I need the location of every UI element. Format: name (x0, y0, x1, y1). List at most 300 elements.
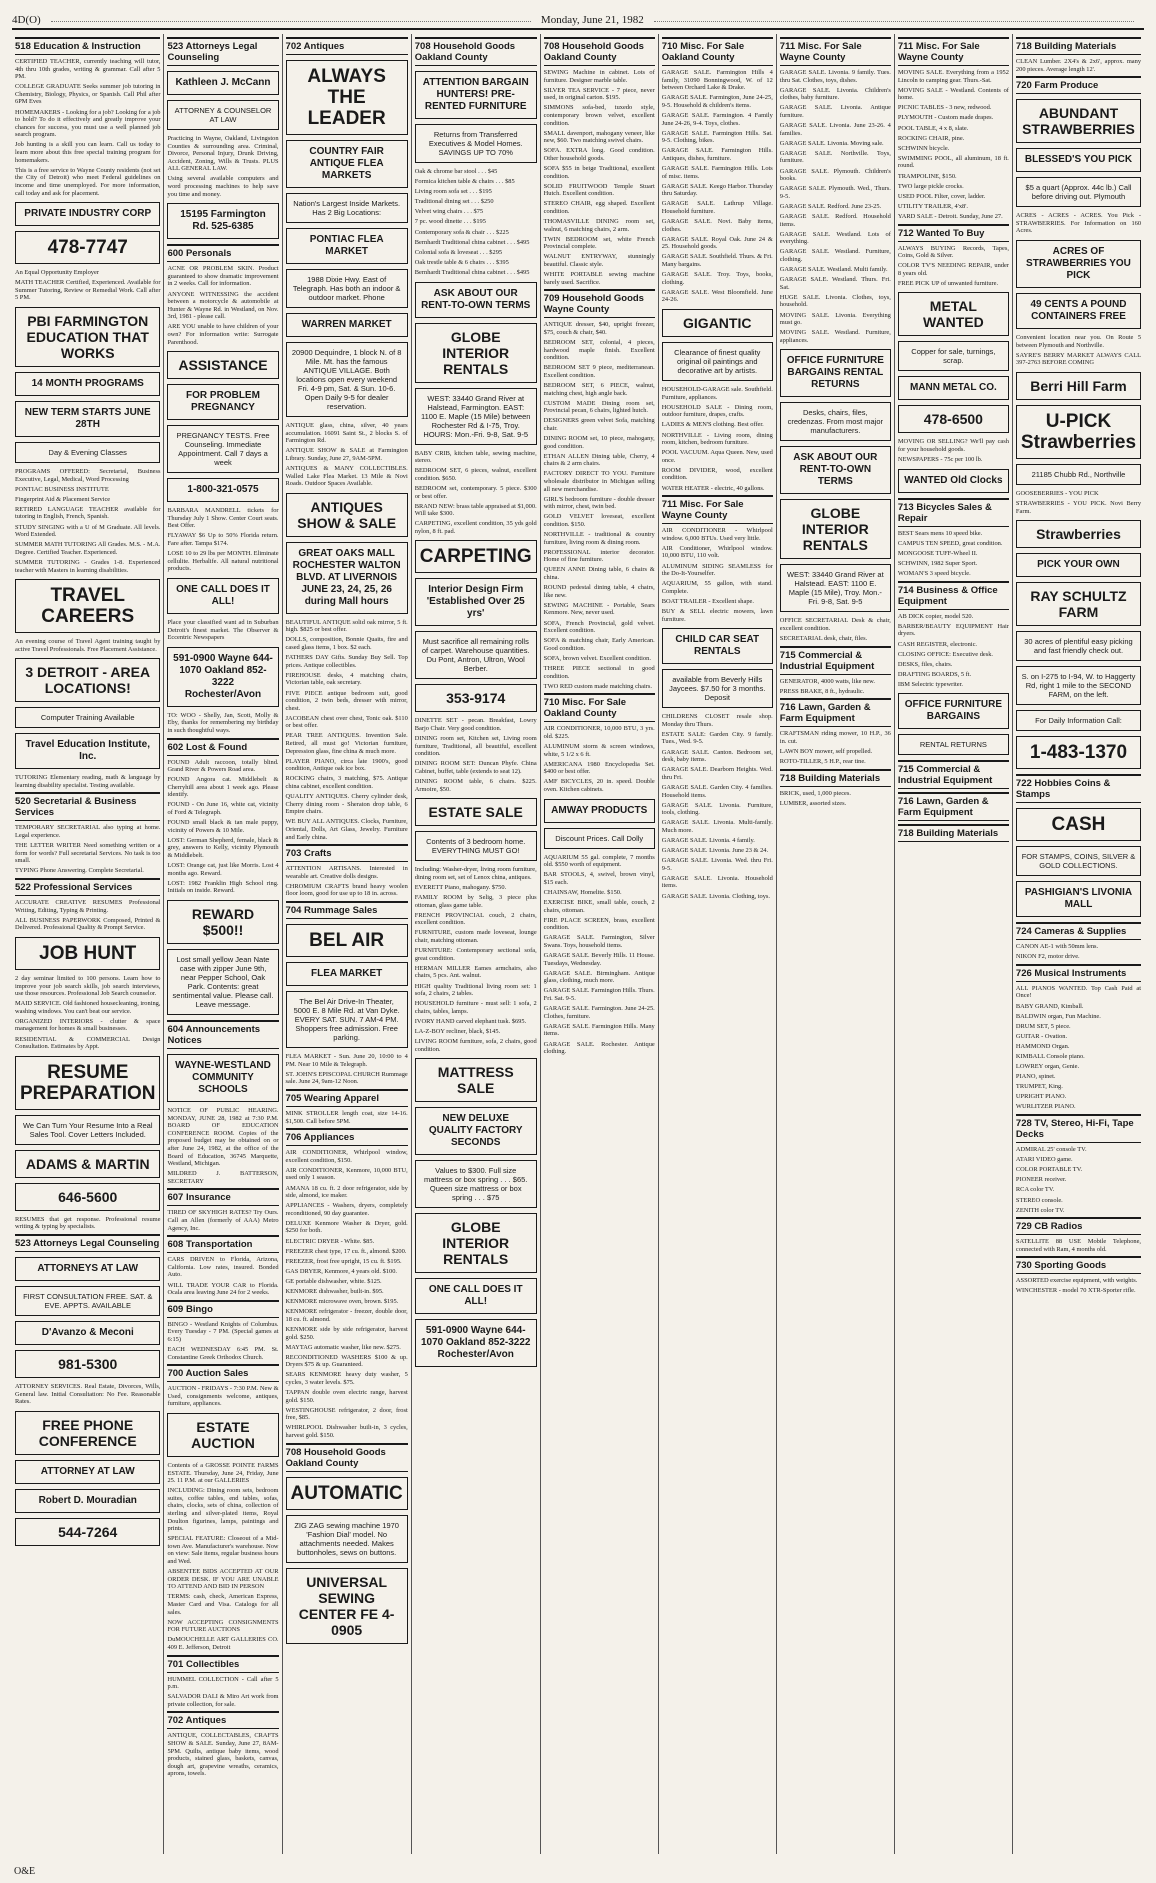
classified-ad: Living room sofa set . . . $195 (414, 188, 492, 196)
classified-ad: GARAGE SALE. Livonia. Multi-family. Much more. (661, 819, 773, 834)
classified-ad: GARAGE SALE. Beverly Hills. 11 House. Tuesdays, Wednesday. (543, 952, 655, 967)
display-ad: PRIVATE INDUSTRY CORP (15, 202, 160, 226)
classified-ad: GARAGE SALE. Farmington Hills. Many items. (543, 1022, 655, 1038)
classified-ad: GARAGE SALE. Rochester. Antique clothing. (543, 1040, 655, 1056)
classified-ad: RECONDITIONED WASHERS $100 & up. Dryers $75 & up. Guaranteed. (285, 1353, 408, 1369)
classified-ad: FOUND - On June 16, white cat, vicinity of Ford & Telegraph. (167, 801, 279, 817)
classified-ad: INCLUDING: Dining room sets, bedroom suites, coffee tables, end tables, sofas, chairs, clocks, sets of china, collection of sterling and silver-plated items, Royal Doulton figurines, lamps, paintings and prints. (167, 1487, 279, 1533)
section-header: 711 Misc. For Sale Wayne County (780, 37, 891, 66)
classified-ad: ROCKING CHAIR, pine. (897, 134, 965, 142)
classified-ad: TWO RED custom made matching chairs. (543, 682, 652, 690)
classified-ad: BEDROOM SET, 6 PIECE, walnut, matching chest, high angle back. (543, 382, 655, 397)
classified-ad: Velvet wing chairs . . . $75 (414, 208, 484, 216)
classified-ad: SMALL davenport, mahogany veneer, like new, $60. Two matching swivel chairs. (543, 129, 655, 145)
display-ad: 353-9174 (415, 684, 537, 712)
classified-ad: GARAGE SALE. Livonia. Moving sale. (779, 139, 884, 147)
classified-ad: WATER HEATER - electric, 40 gallons. (661, 484, 765, 492)
section-header: 702 Antiques (286, 37, 408, 55)
classified-ad: THREE PIECE sectional in good condition. (543, 665, 655, 680)
classified-ad: AIR CONDITIONER, Kenmore, 10,000 BTU, used only 1 season. (285, 1166, 408, 1182)
classified-ad: Bernhardt Traditional china cabinet . . . $495 (414, 268, 530, 276)
classified-ad: BUY & SELL electric mowers, lawn furniture. (661, 608, 773, 623)
classified-ad: BEDROOM SET, 6 pieces, walnut, excellent condition. $650. (414, 467, 537, 482)
classified-ad: TIRED OF SKYHIGH RATES? Try Ours. Call an Allen (formerly of AAA) Metro Agency, Inc. (167, 1209, 279, 1232)
classified-ad: Fingerprint Aid & Placement Service (15, 495, 111, 503)
display-ad: CASH (1016, 808, 1141, 841)
classified-ad: DRUM SET, 5 piece. (1015, 1022, 1071, 1030)
display-ad: ONE CALL DOES IT ALL! (415, 1278, 537, 1314)
display-ad: RENTAL RETURNS (898, 734, 1009, 755)
classified-ad: KENMORE side by side refrigerator, harvest gold. $250. (285, 1325, 408, 1341)
classified-ad: PROFESSIONAL interior decorator. Home of fine furniture. (543, 548, 655, 564)
classified-ad: CARPETING, excellent condition, 35 yds gold nylon, 8 ft. pad. (414, 520, 537, 535)
display-ad: UNIVERSAL SEWING CENTER FE 4-0905 (286, 1568, 408, 1644)
classified-ad: CHAINSAW, Homelite. $150. (543, 888, 622, 896)
classified-ad: GARAGE SALE. Dearborn Heights. Wed. thru Fri. (661, 766, 773, 781)
classified-ad: ATARI VIDEO game. (1015, 1156, 1073, 1164)
classified-ad: PICNIC TABLES - 3 new, redwood. (897, 104, 992, 112)
display-ad: 478-7747 (15, 231, 160, 264)
display-ad: ATTENTION BARGAIN HUNTERS! PRE-RENTED FURNITURE (415, 71, 537, 119)
classified-ad: SOFA, French Provincial, gold velvet. Excellent condition. (543, 619, 655, 635)
classified-ad: APPLIANCES - Washers, dryers, completely reconditioned, 90 day guarantee. (285, 1202, 408, 1217)
classified-ad: SUMMER TUTORING - Grades 1-8. Experienced teacher with Masters in learning disabilities. (15, 558, 161, 574)
classified-ad: BRICK, used, 1,000 pieces. (779, 789, 851, 797)
display-ad: Values to $300. Full size mattress or box spring . . . $65. Queen size mattress or box spring . . . $75 (415, 1160, 537, 1208)
classified-ad: EACH WEDNESDAY 6:45 PM. St. Constantine Greek Orthodox Church. (167, 1345, 279, 1361)
display-ad: PASHIGIAN'S LIVONIA MALL (1016, 881, 1141, 917)
classified-ad: JACOBEAN chest over chest, Tonic oak. $110 or best offer. (285, 714, 408, 730)
classified-ad: FOUND Adult raccoon, totally blind. Grand River & Powers Road area. (167, 758, 279, 774)
section-header: 609 Bingo (167, 1300, 278, 1318)
classified-ad: FIRE PLACE SCREEN, brass, excellent condition. (543, 916, 655, 932)
section-header: 715 Commercial & Industrial Equipment (898, 760, 1009, 789)
classified-ad: GENERATOR, 4000 watts, like new. (779, 677, 875, 685)
classified-ad: MAYTAG automatic washer, like new. $275. (285, 1343, 401, 1351)
classified-ad: GARAGE SALE. Garden City. 4 families. Household items. (661, 783, 773, 799)
display-ad: 646-5600 (15, 1183, 160, 1211)
section-header: 523 Attorneys Legal Counseling (15, 1234, 160, 1252)
classified-ad: GARAGE SALE. Plymouth. Children's books. (779, 167, 891, 183)
classified-ad: KENMORE microwave oven, brown. $195. (285, 1298, 399, 1306)
display-ad: 3 DETROIT - AREA LOCATIONS! (15, 658, 160, 702)
classified-ad: WE BUY ALL ANTIQUES. Clocks, Furniture, Oriental, Dolls, Art Glass, Jewelry. Furniture and Early china. (285, 818, 408, 841)
display-ad: WARREN MARKET (286, 313, 408, 337)
classified-ad: DINETTE SET - pecan. Breakfast, Lowry Barjo Chair. Very good condition. (414, 717, 537, 733)
page-date: Monday, June 21, 1982 (540, 14, 644, 26)
classified-ad: BINGO - Westland Knights of Columbus. Every Tuesday - 7 PM. (Special games at 6:15) (167, 1320, 279, 1343)
classified-ad: GARAGE SALE. Lathrup Village. Household furniture. (661, 200, 773, 215)
display-ad: 478-6500 (898, 405, 1009, 433)
display-ad: 591-0900 Wayne 644-1070 Oakland 852-3222 Rochester/Avon (415, 1319, 537, 1367)
classified-ad: ANTIQUES & MANY COLLECTIBLES. Walled Lake Flea Market. 13 Mile & Novi Roads. Outdoor Spaces Available. (285, 464, 408, 488)
masthead-rule-right (654, 21, 1134, 22)
display-ad: Returns from Transferred Executives & Model Homes. SAVINGS UP TO 70% (415, 124, 537, 163)
classified-column (541, 34, 659, 1854)
classified-column (777, 34, 895, 1854)
section-header: 729 CB Radios (1016, 1217, 1141, 1235)
classified-ad: CERTIFIED TEACHER, currently teaching will tutor, 4th thru 10th grades, writing & grammar. Call after 5 PM. (15, 58, 161, 81)
classified-ad: SECRETARIAL desk, chair, files. (779, 635, 868, 643)
classified-ad: CHILDRENS CLOSET resale shop. Monday thru Thurs. (661, 713, 773, 728)
classified-ad: ABSENTEE BIDS ACCEPTED AT OUR ORDER DESK. IF YOU ARE UNABLE TO ATTEND AND BID IN PERSON (167, 1568, 279, 1591)
display-ad: PREGNANCY TESTS. Free Counseling. Immediate Appointment. Call 7 days a week (167, 425, 278, 473)
classified-ad: GAS DRYER, Kenmore, 4 years old. $100. (285, 1267, 398, 1275)
classified-ad: Traditional dining set . . . $250 (414, 198, 494, 206)
classified-ad: SOFA $55 in beige Traditional, excellent condition. (543, 165, 655, 180)
classified-ad: MOVING SALE. Livonia. Everything must go. (779, 311, 891, 327)
display-ad: BEL AIR (286, 924, 408, 957)
classified-ad: GARAGE SALE. Troy. Toys, books, clothing. (661, 271, 773, 286)
display-ad: REWARD $500!! (167, 900, 278, 944)
display-ad: FOR STAMPS, COINS, SILVER & GOLD COLLECTIONS. (1016, 846, 1141, 876)
classified-columns (12, 34, 1144, 1854)
display-ad: ATTORNEY & COUNSELOR AT LAW (167, 100, 278, 130)
display-ad: 49 CENTS A POUND CONTAINERS FREE (1016, 293, 1141, 329)
section-header: 715 Commercial & Industrial Equipment (780, 646, 891, 675)
classified-ad: CLOSING OFFICE: Executive desk. (897, 650, 994, 658)
classified-ad: Using several available computers and word processing machines to help save you time and money. (167, 175, 279, 198)
classified-ad: RCA color TV. (1015, 1186, 1055, 1194)
section-header: 704 Rummage Sales (286, 901, 408, 919)
display-ad: ESTATE AUCTION (167, 1413, 278, 1457)
display-ad: Berri Hill Farm (1016, 372, 1141, 400)
display-ad: Must sacrifice all remaining rolls of carpet. Warehouse quantities. Du Pont, Antron, Ultron, Wool Berber. (415, 631, 537, 679)
classified-ad: 2 day seminar limited to 100 persons. Learn how to improve your job search skills, job search interviews, use those resources. Professional Job Search counselor. (15, 974, 161, 998)
classified-ad: GE portable dishwasher, white. $125. (285, 1277, 382, 1285)
classified-ad: ATTORNEY SERVICES. Real Estate, Divorces, Wills, General law. Initial Consultation: No Fee. Reasonable Rates. (15, 1382, 161, 1406)
display-ad: 15195 Farmington Rd. 525-6385 (167, 203, 278, 239)
section-header: 722 Hobbies Coins & Stamps (1016, 774, 1141, 803)
classified-ad: ALWAYS BUYING Records, Tapes, Coins, Gold & Silver. (897, 244, 1009, 260)
classified-ad: Convenient location near you. On Route 5 between Plymouth and Northville. (1015, 333, 1142, 349)
classified-ad: NORTHVILLE - Living room, dining room, kitchen, bedroom furniture. (661, 431, 773, 447)
classified-ad: THE LETTER WRITER Need something written or a form for words? Full secretarial Services. No task is too small. (15, 842, 161, 865)
classified-ad: FLYAWAY $6 Up to 50% Florida return. Fare after. Tampa $174. (167, 532, 279, 548)
display-ad: D'Avanzo & Meconi (15, 1321, 160, 1345)
classified-ad: LOST: German Shepherd, female, black & grey, answers to Kelly, vicinity Plymouth & Middlebelt. (167, 836, 279, 860)
classified-column (659, 34, 777, 1854)
classified-ad: SIMMONS sofa-bed, tuxedo style, contemporary brown velvet, excellent condition. (543, 104, 655, 127)
display-ad: OFFICE FURNITURE BARGAINS (898, 693, 1009, 729)
classified-ad: GARAGE SALE. Livonia. Antique furniture. (779, 104, 891, 119)
classified-ad: Oak & chrome bar stool . . . $45 (414, 168, 498, 175)
display-ad: GLOBE INTERIOR RENTALS (780, 499, 891, 559)
classified-ad: BEDROOM SET, colonial, 4 pieces, hardwood maple finish. Excellent condition. (543, 339, 655, 362)
classified-ad: SILVER TEA SERVICE - 7 piece, never used, in original carton. $195. (543, 86, 655, 102)
display-ad: Day & Evening Classes (15, 442, 160, 463)
section-header: 718 Building Materials (1016, 37, 1141, 55)
display-ad: Robert D. Mouradian (15, 1489, 160, 1513)
classified-ad: CAMPUS TEN SPEED, great condition. (897, 539, 1003, 547)
display-ad: FIRST CONSULTATION FREE. SAT. & EVE. APPTS. AVAILABLE (15, 1286, 160, 1316)
classified-ad: GARAGE SALE. Southfield. Thurs. & Fri. Many bargains. (661, 253, 773, 269)
display-ad: AMWAY PRODUCTS (544, 799, 655, 823)
classified-ad: HOUSEHOLD-GARAGE sale. Southfield. Furniture, appliances. (661, 386, 773, 401)
classified-ad: ALL BUSINESS PAPERWORK Composed, Printed & Delivered. Professional Quality & Prompt Service. (15, 916, 161, 932)
classified-ad: GARAGE SALE. Plymouth. Wed., Thurs. 9-5. (779, 185, 891, 200)
section-header: 600 Personals (167, 244, 278, 262)
classified-ad: Including: Washer-dryer, living room furniture, dining room set, set of Lenox china, antiques. (414, 866, 537, 881)
classified-ad: GARAGE SALE. Farmington Hills. Antiques, dishes, furniture. (661, 147, 773, 162)
classified-ad: STUDY SINGING with a U of M Graduate. All levels. Word Extended. (15, 523, 161, 539)
section-header: 718 Building Materials (898, 824, 1009, 842)
classified-column (164, 34, 282, 1854)
classified-ad: AMANA 18 cu. ft. 2 door refrigerator, side by side, almond, ice maker. (285, 1184, 408, 1200)
classified-ad: TWO large pickle crocks. (897, 182, 964, 190)
classified-ad: GARAGE SALE. Farmington Hills 4 family, 31090 Bonningwood, W. of 12 between Orchard Lake & Drake. (661, 69, 773, 92)
display-ad: Travel Education Institute, Inc. (15, 733, 160, 769)
display-ad: WEST: 33440 Grand River at Halstead. EAST: 1100 E. Maple (15 Mile), Troy. Mon.-Fri. 9-8, Sat. 9-5 (780, 564, 891, 612)
classified-ad: PEAR TREE ANTIQUES. Invention Sale. Retired, all must go! Victorian furniture, Depression glass, fine china & much more. (285, 732, 408, 755)
display-ad: PONTIAC FLEA MARKET (286, 228, 408, 264)
classified-ad: FOUND Angora cat. Middlebelt & Cherryhill area about 1 week ago. Please identify. (167, 776, 279, 799)
display-ad: Computer Training Available (15, 707, 160, 728)
classified-ad: DESKS, files, chairs. (897, 660, 953, 668)
classified-ad: Formica kitchen table & chairs . . . $85 (414, 178, 515, 186)
classified-ad: IBM Selectric typewriter. (897, 680, 963, 688)
classified-ad: DINING ROOM SET: Duncan Phyfe. China Cabinet, buffet, table (extends to seat 12). (414, 760, 537, 776)
section-header: 711 Misc. For Sale Wayne County (662, 495, 773, 524)
classified-ad: TEMPORARY SECRETARIAL also typing at home. Legal experience. (15, 824, 161, 840)
classified-ad: This is a free service to Wayne County residents (not set the City of Detroit) who meet Federal guidelines on income and time unemployed. For more information, call today and ask for placement. (15, 166, 161, 197)
classified-ad: PLAYER PIANO, circa late 1900's, good condition, Antique oak ice box. (285, 757, 408, 773)
classified-ad: 7 pc. wood dinette . . . $195 (414, 218, 486, 226)
classified-ad: GARAGE SALE. Livonia. Clothing, toys. (661, 892, 771, 900)
classified-ad: ACRES - ACRES - ACRES. You Pick - STRAWBERRIES. For Information on 160 Acres. (1015, 212, 1142, 235)
display-ad: GIGANTIC (662, 309, 773, 337)
display-ad: Interior Design Firm 'Established Over 25 yrs' (415, 578, 537, 626)
section-header: 720 Farm Produce (1016, 76, 1141, 94)
classified-ad: FURNITURE, custom made loveseat, lounge chair, matching ottoman. (414, 929, 537, 945)
classified-ad: ROCKING chairs, 3 matching, $75. Antique china cabinet, excellent condition. (285, 775, 408, 791)
classified-ad: THOMASVILLE DINING room set, walnut, 6 matching chairs, 2 arm. (543, 218, 655, 233)
classified-ad: BAR STOOLS, 4, swivel, brown vinyl, $15 each. (543, 871, 655, 886)
classified-ad: COLOR PORTABLE TV. (1015, 1166, 1083, 1174)
classified-ad: OFFICE SECRETARIAL Desk & chair, excellent condition. (779, 617, 891, 632)
classified-ad: NORTHVILLE - traditional & country furniture, living room & dining room. (543, 531, 655, 546)
classified-ad: AMERICANA 1980 Encyclopedia Set. $400 or best offer. (543, 760, 655, 776)
classified-ad: GARAGE SALE. Farmington. June 24-25. Clothes, furniture. (543, 1005, 655, 1020)
classified-ad: COLLEGE GRADUATE Seeks summer job tutoring in Chemistry, Biology, Physics, or Spanish. Call Phil after 6PM Eves (15, 83, 161, 106)
display-ad: ACRES OF STRAWBERRIES YOU PICK (1016, 240, 1141, 288)
classified-ad: LOST: 1982 Franklin High School ring. Initials on inside. Reward. (167, 879, 279, 895)
display-ad: The Bel Air Drive-In Theater, 5000 E. 8 Mile Rd. at Van Dyke. EVERY SAT. SUN. 7 AM-4 PM. Shoppers free admission. Free parking. (286, 991, 408, 1048)
display-ad: Strawberries (1016, 520, 1141, 548)
classified-ad: Practicing in Wayne, Oakland, Livingston Counties & surrounding area. Criminal, Divorce, Personal Injury, Drunk Driving, Accident, Zoning, Wills & Trusts. PLUS ALL GENERAL LAW. (167, 135, 279, 173)
classified-ad: HIGH quality Traditional living room set: 1 sofa, 2 chairs, 2 tables. (414, 982, 537, 998)
display-ad: GLOBE INTERIOR RENTALS (415, 1213, 537, 1273)
classified-ad: SCHWINN bicycle. (897, 144, 950, 152)
display-ad: Discount Prices. Call Dolly (544, 828, 655, 849)
display-ad: CARPETING (415, 540, 537, 573)
classified-ad: ASSORTED exercise equipment, with weights. (1015, 1277, 1138, 1285)
section-header: 716 Lawn, Garden & Farm Equipment (780, 698, 891, 727)
classified-ad: GARAGE SALE. Livonia. Wed. thru Fri. 9-5. (661, 857, 773, 872)
section-header: 602 Lost & Found (167, 738, 278, 756)
display-ad: JOB HUNT (15, 937, 160, 970)
classified-ad: BEAUTIFUL ANTIQUE solid oak mirror, 5 ft. high. $825 or best offer. (285, 618, 408, 634)
classified-ad: DuMOUCHELLE ART GALLERIES CO. 409 E. Jefferson, Detroit (167, 1636, 279, 1651)
classified-ad: GUITAR - Ovation. (1015, 1032, 1068, 1040)
section-header: 608 Transportation (167, 1235, 278, 1253)
page-number: 4D(O) (12, 14, 41, 26)
classified-ad: SUMMER MATH TUTORING All Grades. M.S. - M.A. Degree. Certified Teacher. Experienced. (15, 541, 161, 556)
classified-ad: FAMILY ROOM by Selig, 3 piece plus ottoman, glass game table. (414, 894, 537, 909)
classified-ad: ESTATE SALE: Garden City. 9 family. Tues., Wed. 9-5. (661, 730, 773, 746)
classified-ad: ST. JOHN'S EPISCOPAL CHURCH Rummage sale. June 24, 9am-12 Noon. (285, 1070, 408, 1086)
display-ad: CHILD CAR SEAT RENTALS (662, 628, 773, 664)
classified-ad: CARS DRIVEN to Florida, Arizona, California. Low rates, insured. Bonded Auto. (167, 1256, 279, 1279)
display-ad: For Daily Information Call: (1016, 710, 1141, 731)
classified-ad: SOFA. EXTRA long. Good condition. Other household goods. (543, 147, 655, 162)
classified-ad: STRAWBERRIES - YOU PICK. Novi Berry Farm. (1015, 499, 1142, 515)
classified-ad: BEDROOM SET 9 piece, mediterranean. Excellent condition. (543, 364, 655, 379)
classified-ad: GARAGE SALE. Livonia. June 23 & 24. (661, 847, 769, 855)
classified-ad: AIR CONDITIONER - Whirlpool window. 6,000 BTUs. Used very little. (661, 527, 773, 542)
classified-ad: SEWING Machine in cabinet. Lots of furniture. Designer marble table. (543, 69, 655, 84)
display-ad: 1-800-321-0575 (167, 478, 278, 502)
display-ad: ALWAYS THE LEADER (286, 60, 408, 135)
section-header: 710 Misc. For Sale Oakland County (544, 693, 655, 722)
section-header: 730 Sporting Goods (1016, 1256, 1141, 1274)
section-header: 709 Household Goods Wayne County (544, 289, 655, 318)
classified-ad: ANTIQUE dresser, $40, upright freezer, $75, couch & chair, $40. (543, 321, 655, 336)
display-ad: Copper for sale, turnings, scrap. (898, 341, 1009, 371)
classified-ad: USED POOL Filter, cover, ladder. (897, 192, 986, 200)
classified-ad: ADMIRAL 25' console TV. (1015, 1146, 1087, 1154)
display-ad: S. on I-275 to I-94, W. to Haggerty Rd, right 1 mile to the SECOND FARM, on the left. (1016, 666, 1141, 705)
display-ad: U-PICK Strawberries (1016, 405, 1141, 459)
classified-ad: GARAGE SALE. Livonia. 4 family. (661, 837, 755, 844)
classified-ad: GARAGE SALE. Westland. Furniture, clothing. (779, 248, 891, 263)
classified-ad: YARD SALE - Detroit. Sunday, June 27. (897, 212, 1003, 220)
classified-ad: GARAGE SALE. Redford. Household items. (779, 213, 891, 228)
display-ad: NEW TERM STARTS JUNE 28TH (15, 401, 160, 437)
classified-ad: PIONEER receiver. (1015, 1176, 1067, 1184)
section-header: 706 Appliances (286, 1128, 408, 1146)
classified-ad: PONTIAC BUSINESS INSTITUTE (15, 485, 109, 493)
display-ad: NEW DELUXE QUALITY FACTORY SECONDS (415, 1107, 537, 1155)
section-header: 726 Musical Instruments (1016, 964, 1141, 982)
classified-ad: WINCHESTER - model 70 XTR-Sporter rifle. (1015, 1287, 1136, 1295)
classified-ad: FACTORY DIRECT TO YOU. Furniture wholesale distributor in Michigan selling all new merchandise. (543, 470, 655, 493)
classified-ad: PLYMOUTH - Custom made drapes. (897, 114, 994, 122)
classified-ad: DRAFTING BOARDS, 5 ft. (897, 670, 972, 678)
classified-ad: TWIN BEDROOM set, white French Provincial complete. (543, 235, 655, 251)
page-footer-code: O&E (14, 1866, 36, 1877)
section-header: 705 Wearing Apparel (286, 1089, 408, 1107)
classified-ad: ATTENTION ARTISANS. Interested in wearable art. Creative dolls designs. (285, 865, 408, 880)
display-ad: GREAT OAKS MALL ROCHESTER WALTON BLVD. AT LIVERNOIS JUNE 23, 24, 25, 26 during Mall hours (286, 542, 408, 614)
classified-ad: WURLITZER PIANO. (1015, 1103, 1076, 1111)
section-header: 604 Announcements Notices (167, 1020, 278, 1049)
classified-ad: ACCURATE CREATIVE RESUMES Professional Writing, Editing, Typing & Printing. (15, 899, 161, 914)
classified-ad: NEWSPAPERS - 75c per 100 lb. (897, 456, 983, 464)
display-ad: We Can Turn Your Resume Into a Real Sales Tool. Cover Letters Included. (15, 1115, 160, 1145)
classified-ad: DOLLS, composition, Bonnie Quaits, fire and cased glass items, 1 box. $2 each. (285, 636, 408, 652)
classified-ad: ZENITH color TV. (1015, 1206, 1065, 1214)
classified-ad: HUMMEL COLLECTION - Call after 5 p.m. (167, 1675, 279, 1691)
classified-ad: FIVE PIECE antique bedroom suit, good condition, 2 twin beds, dresser with mirror, chest. (285, 689, 408, 712)
classified-ad: PROGRAMS OFFERED: Secretarial, Business Executive, Legal, Medical, Word Processing (15, 467, 161, 483)
classified-ad: Bernhardt Traditional china cabinet . . . $495 (414, 238, 530, 246)
classified-ad: GARAGE SALE. Farmington Hills. Lots of misc. items. (661, 165, 773, 180)
classified-ad: WESTINGHOUSE refrigerator, 2 door, frost free, $85. (285, 1406, 408, 1422)
classified-ad: GARAGE SALE. Westland. Thurs. Fri. Sat. (779, 276, 891, 291)
section-header: 518 Education & Instruction (15, 37, 160, 55)
section-header: 718 Building Materials (780, 769, 891, 787)
classified-ad: MOVING SALE. Everything from a 1952 Lincoln to camping gear. Thurs.-Sat. (897, 69, 1009, 84)
display-ad: COUNTRY FAIR ANTIQUE FLEA MARKETS (286, 140, 408, 188)
classified-ad: SWIMMING POOL, all aluminum, 18 ft. round. (897, 154, 1009, 170)
classified-ad: FREEZER chest type, 17 cu. ft., almond. $200. (285, 1247, 407, 1255)
classified-column (1013, 34, 1144, 1854)
classified-ad: POOL TABLE, 4 x 8, slate. (897, 124, 969, 132)
classified-ad: HOMEMAKERS - Looking for a job? Looking for a job to hold? To do it effectively and greatly improve your chances for success, you must use a well planned job search program. (15, 108, 161, 139)
display-ad: PICK YOUR OWN (1016, 553, 1141, 577)
page-masthead (12, 10, 1144, 30)
classified-ad: GARAGE SALE. Livonia. Children's clothes, baby furniture. (779, 86, 891, 102)
classified-ad: Contemporary sofa & chair . . . $225 (414, 228, 509, 236)
classified-ad: CANON AE-1 with 50mm lens. (1015, 943, 1099, 951)
classified-ad: MOVING SALE - Westland. Contents of home. (897, 86, 1009, 102)
classified-ad: CRAFTSMAN riding mower, 10 H.P., 36 in. cut. (779, 730, 891, 745)
section-header: 716 Lawn, Garden & Farm Equipment (898, 792, 1009, 821)
section-header: 711 Misc. For Sale Wayne County (898, 37, 1009, 66)
classified-ad: FREE PICK UP of unwanted furniture. (897, 279, 999, 287)
classified-ad: UPRIGHT PIANO. (1015, 1093, 1067, 1101)
classified-ad: WHITE PORTABLE sewing machine barely used. Sacrifice. (543, 271, 655, 286)
classified-ad: AQUARIUM 55 gal. complete, 7 months old. $550 worth of equipment. (543, 853, 655, 869)
display-ad: Clearance of finest quality original oil paintings and decorative art by artists. (662, 342, 773, 381)
classified-ad: Place your classified want ad in Suburban Detroit's finest market. The Observer & Eccentric Newspapers (167, 618, 279, 642)
classified-ad: MONGOOSE TUFF-Wheel II. (897, 549, 978, 557)
classified-ad: An evening course of Travel Agent training taught by active Travel Professionals. Free Placement Assistance. (15, 638, 161, 653)
classified-ad: SATELLITE 88 USE Mobile Telephone, connected with Ram, 4 months old. (1015, 1238, 1142, 1253)
classified-ad: MOVING OR SELLING? We'll pay cash for your household goods. (897, 438, 1009, 454)
classified-ad: SOLID FRUITWOOD Temple Stuart Hutch. Excellent condition. (543, 182, 655, 198)
classified-ad: CLEAN Lumber. 2X4's & 2x6', approx. many 200 pieces. Average length 12'. (1015, 58, 1142, 73)
classified-ad: LOWREY organ, Genie. (1015, 1063, 1080, 1071)
display-ad: 14 MONTH PROGRAMS (15, 372, 160, 396)
classified-ad: SALVADOR DALI & Miro Art work from private collection, for sale. (167, 1693, 279, 1708)
section-header: 702 Antiques (167, 1711, 278, 1729)
classified-ad: LADIES & MEN'S clothing. Best offer. (661, 421, 764, 429)
classified-ad: KENMORE refrigerator - freezer, double door, 18 cu. ft. almond. (285, 1308, 408, 1323)
classified-ad: AQUARIUM, 55 gallon, with stand. Complete. (661, 580, 773, 595)
classified-ad: LA-Z-BOY recliner, black, $145. (414, 1028, 501, 1035)
classified-ad: TO: WOO - Shelly, Jan, Scott, Molly & Eby, thanks for remembering my birthday in such thoughtful ways. (167, 711, 279, 734)
section-header: 712 Wanted To Buy (898, 224, 1009, 242)
display-ad: WANTED Old Clocks (898, 469, 1009, 493)
classified-ad: BABY CRIB, kitchen table, sewing machine, stereo. (414, 449, 537, 465)
display-ad: ATTORNEY AT LAW (15, 1460, 160, 1484)
masthead-rule (51, 21, 531, 22)
classified-ad: AIR CONDITIONER, 10,000 BTU, 3 yrs. old. $225. (543, 725, 655, 740)
classified-ad: GARAGE SALE. West Bloomfield. June 24-26. (661, 288, 773, 304)
display-ad: ATTORNEYS AT LAW (15, 1257, 160, 1281)
classified-ad: HUGE SALE. Livonia. Clothes, toys, household. (779, 293, 891, 309)
classified-ad: GARAGE SALE. Farmington. 4 Family June 24-26, 9-4. Toys, clothes. (661, 111, 773, 127)
display-ad: MATTRESS SALE (415, 1058, 537, 1102)
display-ad: FOR PROBLEM PREGNANCY (167, 384, 278, 420)
classified-ad: AIR CONDITIONER, Whirlpool window, excellent condition, $150. (285, 1149, 408, 1164)
classified-ad: GARAGE SALE. Farmington, Silver Swans. Toys, household items. (543, 934, 655, 949)
display-ad: available from Beverly Hills Jaycees. $7.50 for 3 months. Deposit (662, 669, 773, 708)
classified-ad: GIRL'S bedroom furniture - double dresser with mirror, chest, twin bed. (543, 495, 655, 511)
classified-ad: ROTO-TILLER, 5 H.P., rear tine. (779, 758, 866, 766)
